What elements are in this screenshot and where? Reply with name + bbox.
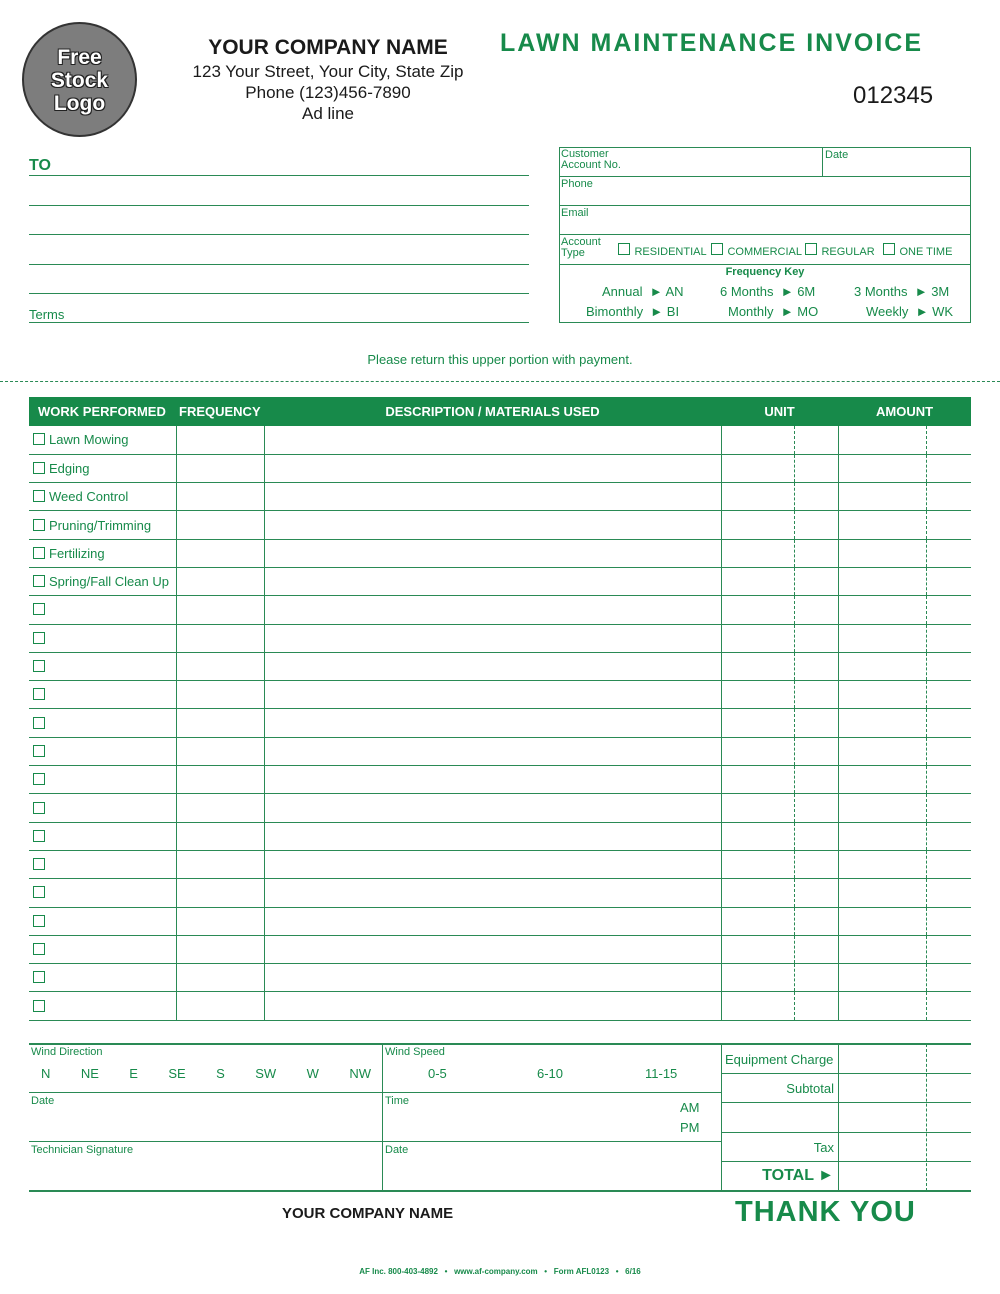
frequency-cell[interactable] — [176, 794, 264, 822]
work-item-cell[interactable] — [29, 652, 176, 680]
invoice-number: 012345 — [853, 82, 934, 109]
checkbox[interactable] — [33, 603, 45, 615]
description-cell[interactable] — [264, 737, 721, 765]
work-item-cell[interactable] — [29, 454, 176, 482]
unit-cents-cell[interactable] — [794, 539, 838, 567]
table-row — [29, 794, 971, 822]
description-cell[interactable] — [264, 822, 721, 850]
freq-bimonthly: Bimonthly ► BI — [586, 304, 680, 319]
unit-cents-cell[interactable] — [794, 879, 838, 907]
unit-cents-cell[interactable] — [794, 567, 838, 595]
description-cell[interactable] — [264, 483, 721, 511]
amount-cell[interactable] — [838, 737, 926, 765]
unit-cell[interactable] — [721, 596, 794, 624]
time-label: Time — [385, 1095, 410, 1107]
frequency-cell[interactable] — [176, 935, 264, 963]
amount-cents-cell[interactable] — [926, 822, 971, 850]
frequency-cell[interactable] — [176, 879, 264, 907]
amount-cell[interactable] — [838, 879, 926, 907]
work-item-label: Spring/Fall Clean Up — [49, 574, 169, 590]
work-item-cell[interactable] — [29, 964, 176, 992]
frequency-cell[interactable] — [176, 907, 264, 935]
unit-cell[interactable] — [721, 964, 794, 992]
unit-cents-cell[interactable] — [794, 624, 838, 652]
work-item-cell[interactable] — [29, 709, 176, 737]
frequency-cell[interactable] — [176, 511, 264, 539]
description-cell[interactable] — [264, 511, 721, 539]
amount-cents-cell[interactable] — [926, 794, 971, 822]
wind-dir-nw[interactable]: NW — [349, 1066, 371, 1081]
work-item-cell[interactable] — [29, 879, 176, 907]
logo-text: Free Stock Logo — [50, 46, 109, 115]
amount-cents-cell[interactable] — [926, 681, 971, 709]
frequency-cell[interactable] — [176, 766, 264, 794]
wind-dir-w[interactable]: W — [306, 1066, 319, 1081]
tech-signature-label: Technician Signature — [31, 1144, 134, 1156]
amount-cents-cell[interactable] — [926, 539, 971, 567]
freq-weekly: Weekly ► WK — [866, 304, 954, 319]
unit-cents-cell[interactable] — [794, 737, 838, 765]
table-row — [29, 511, 971, 539]
tear-line — [0, 381, 1000, 382]
description-cell[interactable] — [264, 567, 721, 595]
frequency-cell[interactable] — [176, 483, 264, 511]
subtotal-label: Subtotal — [786, 1081, 834, 1096]
unit-cents-cell[interactable] — [794, 483, 838, 511]
amount-cents-cell[interactable] — [926, 766, 971, 794]
table-row — [29, 454, 971, 482]
frequency-cell[interactable] — [176, 539, 264, 567]
date2-label: Date — [385, 1144, 409, 1156]
customer-account-label: Customer Account No. — [561, 148, 621, 171]
table-row — [29, 935, 971, 963]
header-frequency: FREQUENCY — [176, 397, 264, 426]
unit-cell[interactable] — [721, 737, 794, 765]
amount-cents-cell[interactable] — [926, 511, 971, 539]
checkbox[interactable] — [33, 462, 45, 474]
amount-cents-cell[interactable] — [926, 907, 971, 935]
terms-label: Terms — [29, 307, 65, 322]
amount-cell[interactable] — [838, 426, 926, 454]
work-item-cell[interactable] — [29, 766, 176, 794]
wind-dir-se[interactable]: SE — [168, 1066, 186, 1081]
frequency-cell[interactable] — [176, 850, 264, 878]
unit-cents-cell[interactable] — [794, 681, 838, 709]
unit-cents-cell[interactable] — [794, 964, 838, 992]
table-row — [29, 822, 971, 850]
description-cell[interactable] — [264, 907, 721, 935]
amount-cell[interactable] — [838, 709, 926, 737]
unit-cell[interactable] — [721, 567, 794, 595]
description-cell[interactable] — [264, 539, 721, 567]
unit-cents-cell[interactable] — [794, 426, 838, 454]
invoice-title: LAWN MAINTENANCE INVOICE — [500, 29, 923, 57]
amount-cell[interactable] — [838, 511, 926, 539]
work-item-cell[interactable] — [29, 794, 176, 822]
frequency-cell[interactable] — [176, 454, 264, 482]
checkbox[interactable] — [33, 830, 45, 842]
frequency-cell[interactable] — [176, 652, 264, 680]
company-name: YOUR COMPANY NAME — [208, 36, 448, 59]
checkbox[interactable] — [33, 802, 45, 814]
amount-cents-cell[interactable] — [926, 454, 971, 482]
description-cell[interactable] — [264, 992, 721, 1020]
unit-cents-cell[interactable] — [794, 511, 838, 539]
amount-cell[interactable] — [838, 539, 926, 567]
unit-cents-cell[interactable] — [794, 822, 838, 850]
table-row — [29, 681, 971, 709]
unit-cents-cell[interactable] — [794, 454, 838, 482]
checkbox[interactable] — [33, 915, 45, 927]
amount-cell[interactable] — [838, 907, 926, 935]
checkbox[interactable] — [33, 886, 45, 898]
work-item-label: Edging — [49, 460, 90, 476]
amount-cell[interactable] — [838, 935, 926, 963]
frequency-key-title: Frequency Key — [725, 266, 805, 278]
table-row — [29, 709, 971, 737]
work-item-label: Pruning/Trimming — [49, 517, 152, 533]
account-type-label: Account Type — [561, 236, 601, 259]
amount-cents-cell[interactable] — [926, 426, 971, 454]
unit-cell[interactable] — [721, 454, 794, 482]
work-item-cell[interactable] — [29, 596, 176, 624]
frequency-cell[interactable] — [176, 426, 264, 454]
table-row — [29, 483, 971, 511]
company-ad-line: Ad line — [302, 104, 354, 123]
wind-dir-ne[interactable]: NE — [80, 1066, 99, 1081]
table-row — [29, 596, 971, 624]
table-row — [29, 964, 971, 992]
wind-directions — [31, 1066, 381, 1081]
unit-cell[interactable] — [721, 681, 794, 709]
frequency-cell[interactable] — [176, 596, 264, 624]
amount-cell[interactable] — [838, 992, 926, 1020]
frequency-cell[interactable] — [176, 737, 264, 765]
wind-direction-label: Wind Direction — [31, 1046, 103, 1058]
description-cell[interactable] — [264, 624, 721, 652]
unit-cell[interactable] — [721, 992, 794, 1020]
work-item-cell[interactable] — [29, 907, 176, 935]
checkbox[interactable] — [33, 519, 45, 531]
checkbox[interactable] — [33, 717, 45, 729]
work-item-label: Lawn Mowing — [49, 432, 129, 448]
amount-cell[interactable] — [838, 681, 926, 709]
amount-cents-cell[interactable] — [926, 624, 971, 652]
phone-label: Phone — [561, 178, 593, 190]
checkbox[interactable] — [33, 971, 45, 983]
company-phone: Phone (123)456-7890 — [245, 83, 411, 102]
total-label: TOTAL ► — [762, 1167, 834, 1184]
freq-6-months: 6 Months ► 6M — [720, 284, 816, 299]
table-row — [29, 992, 971, 1020]
description-cell[interactable] — [264, 426, 721, 454]
wind-dir-n[interactable]: N — [41, 1066, 51, 1081]
date-label: Date — [31, 1095, 55, 1107]
frequency-cell[interactable] — [176, 992, 264, 1020]
footer-company-name: YOUR COMPANY NAME — [282, 1205, 454, 1222]
amount-cell[interactable] — [838, 964, 926, 992]
header-amount: AMOUNT — [838, 397, 971, 426]
amount-cents-cell[interactable] — [926, 879, 971, 907]
amount-cents-cell[interactable] — [926, 567, 971, 595]
am-label[interactable]: AM — [680, 1100, 700, 1115]
amount-cents-cell[interactable] — [926, 935, 971, 963]
freq-3-months: 3 Months ► 3M — [854, 284, 950, 299]
checkbox[interactable] — [33, 490, 45, 502]
unit-cents-cell[interactable] — [794, 709, 838, 737]
unit-cell[interactable] — [721, 709, 794, 737]
checkbox[interactable] — [33, 773, 45, 785]
type-commercial[interactable]: COMMERCIAL — [711, 242, 802, 260]
table-row — [29, 567, 971, 595]
frequency-cell[interactable] — [176, 964, 264, 992]
unit-cell[interactable] — [721, 907, 794, 935]
frequency-cell[interactable] — [176, 822, 264, 850]
pm-label[interactable]: PM — [680, 1120, 700, 1135]
amount-cell[interactable] — [838, 652, 926, 680]
unit-cell[interactable] — [721, 624, 794, 652]
wind-dir-s[interactable]: S — [216, 1066, 225, 1081]
speed-0-5[interactable]: 0-5 — [428, 1066, 447, 1081]
work-item-label: Weed Control — [49, 489, 129, 505]
work-item-cell[interactable] — [29, 681, 176, 709]
amount-cents-cell[interactable] — [926, 652, 971, 680]
thank-you: THANK YOU — [735, 1196, 916, 1228]
work-item-cell[interactable] — [29, 624, 176, 652]
table-row — [29, 766, 971, 794]
amount-cell[interactable] — [838, 850, 926, 878]
work-item-cell[interactable] — [29, 822, 176, 850]
description-cell[interactable] — [264, 850, 721, 878]
table-row — [29, 652, 971, 680]
header-work-performed: WORK PERFORMED — [29, 397, 176, 426]
frequency-cell[interactable] — [176, 567, 264, 595]
checkbox[interactable] — [805, 243, 817, 255]
unit-cents-cell[interactable] — [794, 992, 838, 1020]
unit-cell[interactable] — [721, 794, 794, 822]
work-item-cell[interactable] — [29, 426, 176, 454]
amount-cents-cell[interactable] — [926, 596, 971, 624]
amount-cell[interactable] — [838, 483, 926, 511]
amount-cell[interactable] — [838, 567, 926, 595]
work-item-cell[interactable] — [29, 511, 176, 539]
unit-cell[interactable] — [721, 850, 794, 878]
unit-cell[interactable] — [721, 766, 794, 794]
type-one-time[interactable]: ONE TIME — [883, 242, 952, 260]
checkbox[interactable] — [33, 858, 45, 870]
to-label: TO — [29, 157, 51, 174]
unit-cell[interactable] — [721, 426, 794, 454]
table-row — [29, 737, 971, 765]
unit-cell[interactable] — [721, 879, 794, 907]
checkbox[interactable] — [618, 243, 630, 255]
work-item-cell[interactable] — [29, 850, 176, 878]
unit-cents-cell[interactable] — [794, 652, 838, 680]
table-row — [29, 624, 971, 652]
checkbox[interactable] — [33, 660, 45, 672]
work-item-cell[interactable] — [29, 737, 176, 765]
unit-cents-cell[interactable] — [794, 766, 838, 794]
work-item-cell[interactable] — [29, 483, 176, 511]
unit-cell[interactable] — [721, 935, 794, 963]
wind-dir-e[interactable]: E — [129, 1066, 138, 1081]
unit-cents-cell[interactable] — [794, 850, 838, 878]
unit-cents-cell[interactable] — [794, 794, 838, 822]
unit-cell[interactable] — [721, 539, 794, 567]
amount-cents-cell[interactable] — [926, 737, 971, 765]
checkbox[interactable] — [33, 575, 45, 587]
wind-dir-sw[interactable]: SW — [255, 1066, 277, 1081]
type-residential[interactable]: RESIDENTIAL — [618, 242, 707, 260]
checkbox[interactable] — [33, 632, 45, 644]
checkbox[interactable] — [883, 243, 895, 255]
speed-11-15[interactable]: 11-15 — [645, 1066, 678, 1081]
email-label: Email — [561, 207, 589, 219]
table-row — [29, 850, 971, 878]
amount-cell[interactable] — [838, 454, 926, 482]
table-row — [29, 879, 971, 907]
type-regular[interactable]: REGULAR — [805, 242, 875, 260]
frequency-cell[interactable] — [176, 681, 264, 709]
amount-cents-cell[interactable] — [926, 709, 971, 737]
amount-cents-cell[interactable] — [926, 992, 971, 1020]
unit-cell[interactable] — [721, 483, 794, 511]
work-item-cell[interactable] — [29, 567, 176, 595]
checkbox[interactable] — [33, 745, 45, 757]
table-row — [29, 539, 971, 567]
unit-cell[interactable] — [721, 652, 794, 680]
checkbox[interactable] — [33, 433, 45, 445]
checkbox[interactable] — [33, 688, 45, 700]
table-row — [29, 907, 971, 935]
amount-cell[interactable] — [838, 794, 926, 822]
work-item-label: Fertilizing — [49, 545, 105, 561]
company-logo — [22, 22, 137, 137]
fine-print: AF Inc. 800-403-4892 • www.af-company.com • Form AFL0123 • 6/16 — [359, 1267, 641, 1276]
amount-cell[interactable] — [838, 766, 926, 794]
work-table — [29, 397, 971, 1021]
unit-cents-cell[interactable] — [794, 596, 838, 624]
amount-cell[interactable] — [838, 596, 926, 624]
description-cell[interactable] — [264, 964, 721, 992]
description-cell[interactable] — [264, 935, 721, 963]
checkbox[interactable] — [33, 547, 45, 559]
unit-cell[interactable] — [721, 822, 794, 850]
return-note: Please return this upper portion with payment. — [367, 352, 633, 367]
equipment-charge-label: Equipment Charge — [725, 1052, 834, 1067]
header-description: DESCRIPTION / MATERIALS USED — [264, 397, 721, 426]
amount-cell[interactable] — [838, 624, 926, 652]
wind-speed-label: Wind Speed — [385, 1046, 445, 1058]
header-unit: UNIT — [721, 397, 838, 426]
work-item-cell[interactable] — [29, 992, 176, 1020]
description-cell[interactable] — [264, 596, 721, 624]
unit-cents-cell[interactable] — [794, 907, 838, 935]
frequency-cell[interactable] — [176, 709, 264, 737]
description-cell[interactable] — [264, 709, 721, 737]
description-cell[interactable] — [264, 879, 721, 907]
work-item-cell[interactable] — [29, 539, 176, 567]
frequency-cell[interactable] — [176, 624, 264, 652]
amount-cell[interactable] — [838, 822, 926, 850]
account-date-label: Date — [825, 149, 849, 161]
checkbox[interactable] — [33, 943, 45, 955]
description-cell[interactable] — [264, 766, 721, 794]
unit-cents-cell[interactable] — [794, 935, 838, 963]
company-address: 123 Your Street, Your City, State Zip — [192, 62, 464, 81]
checkbox[interactable] — [711, 243, 723, 255]
description-cell[interactable] — [264, 454, 721, 482]
work-item-cell[interactable] — [29, 935, 176, 963]
description-cell[interactable] — [264, 652, 721, 680]
freq-monthly: Monthly ► MO — [728, 304, 819, 319]
amount-cents-cell[interactable] — [926, 964, 971, 992]
amount-cents-cell[interactable] — [926, 850, 971, 878]
amount-cents-cell[interactable] — [926, 483, 971, 511]
tax-label: Tax — [813, 1140, 834, 1155]
freq-annual: Annual ► AN — [602, 284, 684, 299]
checkbox[interactable] — [33, 1000, 45, 1012]
table-row — [29, 426, 971, 454]
description-cell[interactable] — [264, 681, 721, 709]
unit-cell[interactable] — [721, 511, 794, 539]
description-cell[interactable] — [264, 794, 721, 822]
company-header — [180, 36, 476, 124]
speed-6-10[interactable]: 6-10 — [537, 1066, 564, 1081]
